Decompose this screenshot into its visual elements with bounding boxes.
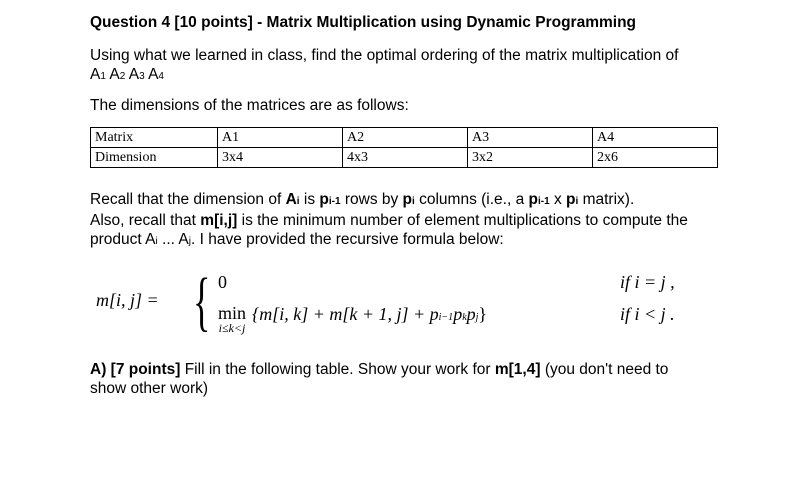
matrix-a1: A1 <box>90 66 106 83</box>
formula-case-2: min i≤k<j {m[i, k] + m[k + 1, j] + pi−1pkpj} <box>218 303 488 335</box>
table-cell: 2x6 <box>593 148 718 168</box>
intro-paragraph <box>90 46 678 86</box>
dimensions-table <box>90 127 718 168</box>
question-title: Question 4 [10 points] - Matrix Multiplication using Dynamic Programming <box>90 14 637 31</box>
matrix-a2: A2 <box>109 66 126 83</box>
table-cell: Dimension <box>91 148 218 168</box>
left-brace-icon: { <box>193 265 211 338</box>
table-cell: A4 <box>593 128 718 148</box>
part-a-line-2: show other work) <box>90 380 209 397</box>
recall-line-3: product Ai ... Aj. I have provided the recursive formula below: <box>90 231 504 248</box>
table-row <box>91 128 718 148</box>
matrix-chain <box>90 65 678 86</box>
intro-line-1: Using what we learned in class, find the optimal ordering of the matrix multiplication of <box>90 47 679 64</box>
recall-paragraph <box>90 190 688 251</box>
table-cell: 4x3 <box>343 148 468 168</box>
dims-intro: The dimensions of the matrices are as follows: <box>90 97 409 114</box>
formula-condition-1: if i = j , <box>620 272 675 292</box>
formula-case-1: 0 <box>218 272 227 292</box>
min-operator: min i≤k<j <box>218 303 247 335</box>
table-cell: A3 <box>468 128 593 148</box>
formula-condition-2: if i < j . <box>620 304 675 324</box>
matrix-a4: A4 <box>148 66 164 83</box>
formula-lhs: m[i, j] = <box>96 290 159 310</box>
table-cell: 3x4 <box>218 148 343 168</box>
table-cell: Matrix <box>91 128 218 148</box>
table-cell: A1 <box>218 128 343 148</box>
table-row <box>91 148 718 168</box>
part-a-line-1: A) [7 points] Fill in the following table. Show your work for m[1,4] (you don't need to <box>90 361 669 378</box>
recall-line-2: Also, recall that m[i,j] is the minimum number of element multiplications to compute the <box>90 212 688 229</box>
recall-line-1: Recall that the dimension of Ai is pi-1 rows by pi columns (i.e., a pi-1 x pi matrix). <box>90 191 635 208</box>
recursive-formula <box>90 265 730 348</box>
matrix-a3: A3 <box>128 66 145 83</box>
table-cell: A2 <box>343 128 468 148</box>
table-cell: 3x2 <box>468 148 593 168</box>
part-a-instructions <box>90 360 668 398</box>
